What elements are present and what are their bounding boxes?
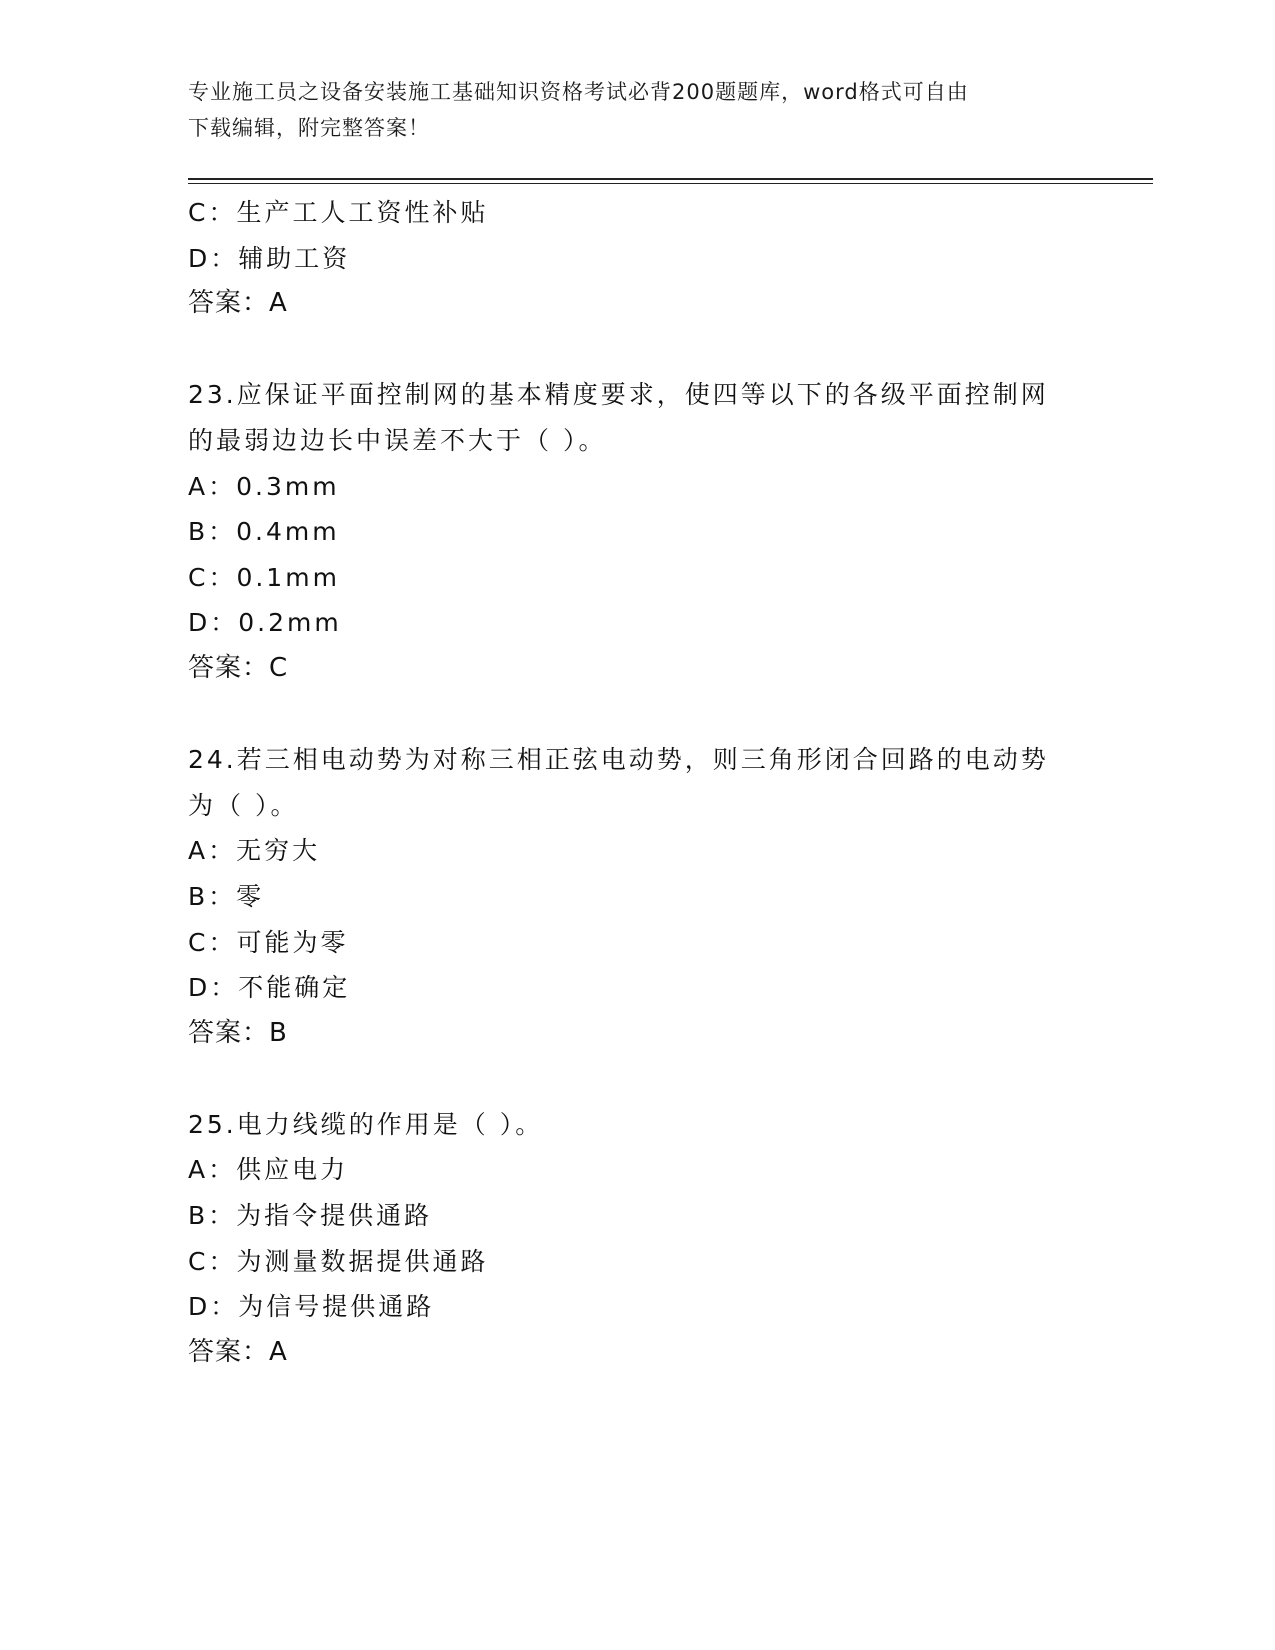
header-line-2: 下载编辑，附完整答案！: [188, 116, 430, 140]
spacer: [188, 327, 1088, 373]
header-divider-thick: [188, 178, 1153, 180]
option-b: B：零: [188, 881, 265, 911]
question-stem-line-1: 23.应保证平面控制网的基本精度要求，使四等以下的各级平面控制网: [188, 380, 1049, 410]
answer-line: 答案：B: [188, 1017, 288, 1048]
document-body: [188, 190, 1088, 1375]
option-c: C：可能为零: [188, 927, 349, 957]
option-d: D：为信号提供通路: [188, 1292, 435, 1322]
spacer: [188, 1056, 1088, 1102]
header-divider-thin: [188, 183, 1153, 184]
option-b: B：为指令提供通路: [188, 1201, 433, 1231]
question-stem-line-1: 25.电力线缆的作用是（ ）。: [188, 1109, 544, 1139]
spacer: [188, 692, 1088, 738]
option-c: C：为测量数据提供通路: [188, 1246, 489, 1276]
option-c: C：0.1mm: [188, 562, 340, 592]
option-a: A：0.3mm: [188, 471, 340, 501]
answer-line: 答案：C: [188, 652, 289, 683]
question-stem-line-2: 为（ ）。: [188, 790, 299, 820]
header-line-1: 专业施工员之设备安装施工基础知识资格考试必背200题题库，word格式可自由: [188, 80, 969, 104]
option-d: D：辅助工资: [188, 243, 351, 273]
question-stem-line-1: 24.若三相电动势为对称三相正弦电动势，则三角形闭合回路的电动势: [188, 745, 1049, 775]
question-stem-line-2: 的最弱边边长中误差不大于（ ）。: [188, 425, 607, 455]
option-c: C：生产工人工资性补贴: [188, 198, 489, 227]
answer-line: 答案：A: [188, 1336, 288, 1367]
question-24: [188, 737, 1088, 1056]
question-25: [188, 1102, 1088, 1376]
option-a: A：供应电力: [188, 1155, 349, 1185]
question-22-continued: [188, 190, 1088, 327]
answer-line: 答案：A: [188, 288, 288, 319]
option-d: D：不能确定: [188, 973, 351, 1003]
option-b: B：0.4mm: [188, 517, 340, 547]
option-d: D：0.2mm: [188, 608, 342, 638]
question-23: [188, 372, 1088, 691]
option-a: A：无穷大: [188, 836, 321, 866]
document-header: [188, 74, 1088, 146]
